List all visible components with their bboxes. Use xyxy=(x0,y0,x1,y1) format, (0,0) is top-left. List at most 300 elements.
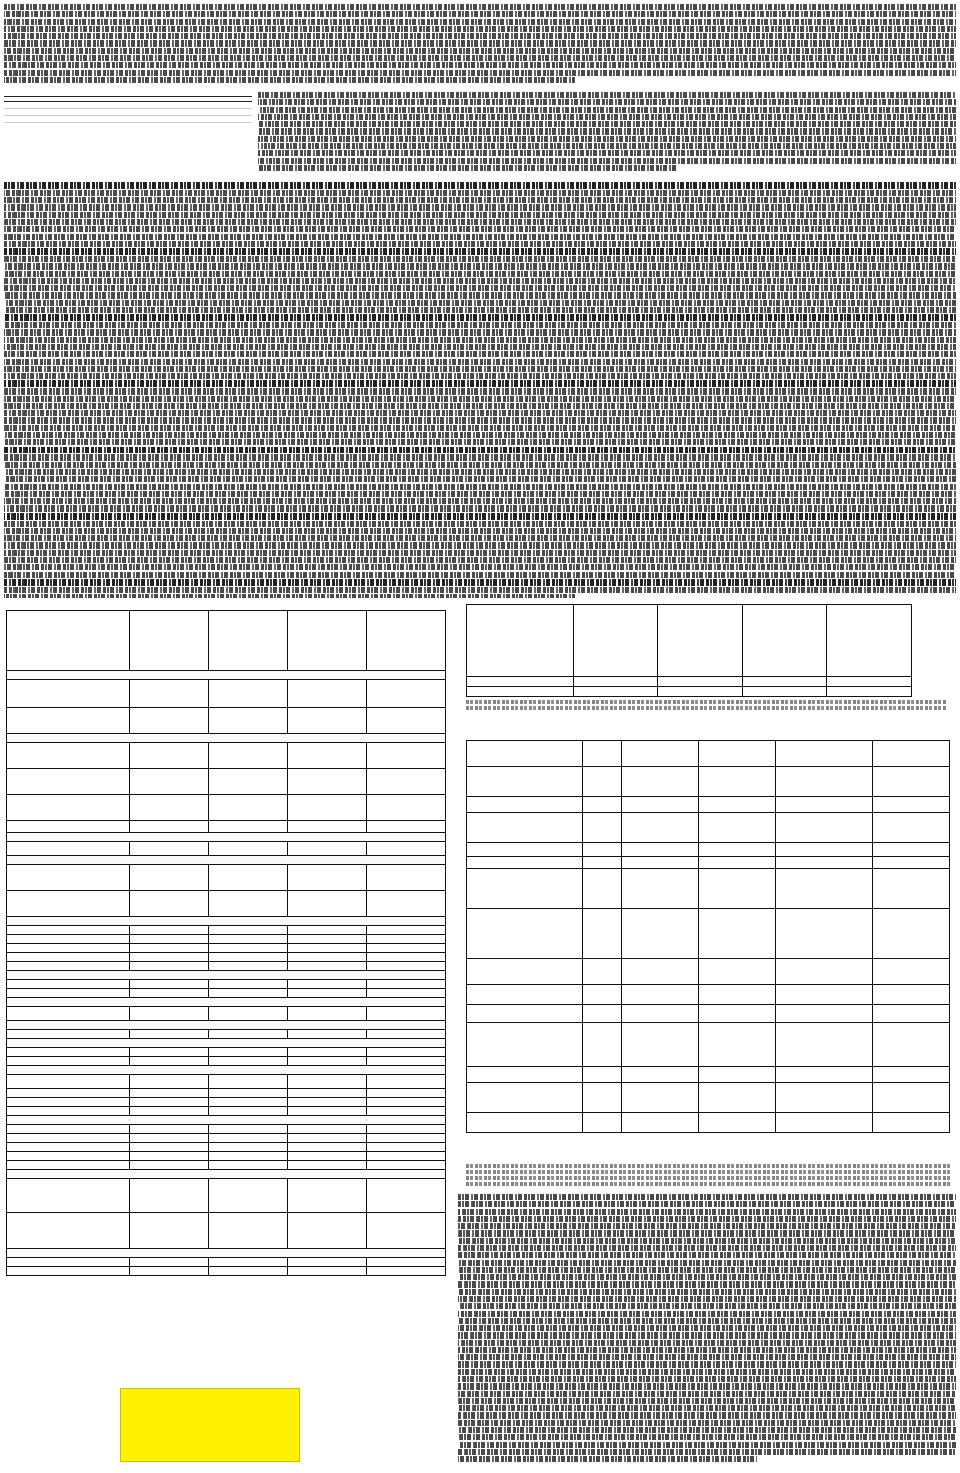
column-header xyxy=(208,611,287,671)
table-cell xyxy=(872,1067,949,1083)
table-row xyxy=(467,985,950,1005)
table-cell xyxy=(208,935,287,944)
reporting-highlight-box xyxy=(120,1388,300,1462)
table-row xyxy=(7,1179,446,1213)
footnote-line xyxy=(466,1176,950,1180)
text-line xyxy=(258,143,956,149)
table-cell xyxy=(287,1134,366,1143)
table-cell xyxy=(698,1005,775,1023)
table-cell xyxy=(7,1258,130,1267)
column-header xyxy=(827,605,912,677)
section-heading-cell xyxy=(7,1116,446,1125)
column-header xyxy=(742,605,827,677)
column-header xyxy=(621,741,698,767)
text-line xyxy=(458,1325,956,1331)
section-row xyxy=(7,1039,446,1048)
section-heading-cell xyxy=(7,1021,446,1030)
text-line xyxy=(4,70,956,76)
table-row xyxy=(7,743,446,769)
table-row xyxy=(7,680,446,708)
text-line xyxy=(458,1347,956,1353)
table-cell xyxy=(621,909,698,959)
column-header xyxy=(776,741,873,767)
text-line xyxy=(4,33,956,39)
text-line xyxy=(458,1230,956,1236)
section-row xyxy=(7,833,446,842)
table-cell xyxy=(872,843,949,857)
table-cell xyxy=(467,985,583,1005)
table-cell xyxy=(698,813,775,843)
table-cell xyxy=(582,1023,621,1067)
table-cell xyxy=(208,953,287,962)
main-body-text xyxy=(4,182,956,598)
table-row xyxy=(4,109,252,116)
text-line xyxy=(458,1449,956,1455)
text-line xyxy=(4,388,956,394)
table-cell xyxy=(621,1083,698,1113)
section-row xyxy=(7,917,446,926)
table-row xyxy=(7,842,446,856)
text-line xyxy=(458,1354,956,1360)
table-cell xyxy=(129,1098,208,1107)
dosage-cell xyxy=(54,116,104,123)
table-cell xyxy=(698,985,775,1005)
section-heading-cell xyxy=(7,1039,446,1048)
table-cell xyxy=(621,1005,698,1023)
intro-paragraph xyxy=(4,4,956,88)
text-line xyxy=(458,1238,956,1244)
table-cell xyxy=(698,869,775,909)
table-cell xyxy=(366,1267,445,1276)
table-cell xyxy=(366,865,445,891)
table-cell xyxy=(7,865,130,891)
table-cell xyxy=(208,1152,287,1161)
table-cell xyxy=(287,1007,366,1021)
table-cell xyxy=(467,767,583,797)
table-cell xyxy=(208,1179,287,1213)
dosage-cell xyxy=(202,102,252,109)
text-line xyxy=(458,1194,956,1200)
table-cell xyxy=(621,857,698,869)
text-line xyxy=(458,1427,956,1433)
table-cell xyxy=(366,935,445,944)
table-cell xyxy=(7,743,130,769)
footnote-line xyxy=(466,706,946,710)
text-line xyxy=(458,1216,956,1222)
text-line xyxy=(4,432,956,438)
table-cell xyxy=(582,843,621,857)
table-cell xyxy=(621,1023,698,1067)
table-footnote-2 xyxy=(466,1164,950,1190)
dosage-cell xyxy=(153,102,203,109)
table-cell xyxy=(129,1134,208,1143)
table-cell xyxy=(208,1213,287,1249)
table-cell xyxy=(467,677,574,687)
text-line xyxy=(258,165,677,171)
text-line xyxy=(458,1420,956,1426)
table-cell xyxy=(776,813,873,843)
table-cell xyxy=(467,843,583,857)
table-cell xyxy=(208,1057,287,1066)
table-cell xyxy=(698,1023,775,1067)
table-cell xyxy=(7,1152,130,1161)
table-cell xyxy=(621,1067,698,1083)
column-header xyxy=(366,611,445,671)
table-cell xyxy=(7,980,130,989)
section-heading-cell xyxy=(7,1249,446,1258)
table-cell xyxy=(208,962,287,971)
table-cell xyxy=(582,909,621,959)
table-cell xyxy=(287,962,366,971)
table-row xyxy=(7,953,446,962)
table-cell xyxy=(7,962,130,971)
table-cell xyxy=(7,1161,130,1170)
table-cell xyxy=(366,891,445,917)
table-cell xyxy=(7,926,130,935)
text-line xyxy=(4,359,956,365)
table-cell xyxy=(776,909,873,959)
text-line xyxy=(4,204,956,210)
text-line xyxy=(4,329,956,335)
table-cell xyxy=(366,1030,445,1039)
table-cell xyxy=(872,1113,949,1133)
table-cell xyxy=(582,959,621,985)
footnote-line xyxy=(466,1182,950,1186)
table-cell xyxy=(621,985,698,1005)
table-cell xyxy=(366,953,445,962)
section-heading-cell xyxy=(7,833,446,842)
table-row xyxy=(7,980,446,989)
table-row xyxy=(7,795,446,821)
table-cell xyxy=(698,857,775,869)
text-line xyxy=(458,1223,956,1229)
table-cell xyxy=(287,891,366,917)
table-cell xyxy=(129,953,208,962)
text-line xyxy=(4,535,956,541)
text-line xyxy=(4,373,956,379)
table-cell xyxy=(467,1023,583,1067)
text-line xyxy=(458,1391,956,1397)
table-cell xyxy=(621,813,698,843)
table-cell xyxy=(129,680,208,708)
table-cell xyxy=(208,680,287,708)
table-cell xyxy=(776,1083,873,1113)
text-line xyxy=(4,351,956,357)
table-cell xyxy=(621,767,698,797)
text-line xyxy=(4,62,956,68)
text-line xyxy=(458,1398,956,1404)
text-line xyxy=(4,476,956,482)
text-line xyxy=(4,182,956,189)
table-row xyxy=(467,813,950,843)
table-row xyxy=(7,1161,446,1170)
text-line xyxy=(4,410,956,416)
table-cell xyxy=(582,985,621,1005)
column-header xyxy=(698,741,775,767)
text-line xyxy=(258,107,956,113)
table-cell xyxy=(366,989,445,998)
table-cell xyxy=(287,1030,366,1039)
table-cell xyxy=(129,1152,208,1161)
table-cell xyxy=(582,797,621,813)
table-cell xyxy=(287,1075,366,1089)
text-line xyxy=(258,128,956,134)
table-cell xyxy=(208,891,287,917)
section-heading-cell xyxy=(7,1170,446,1179)
text-line xyxy=(458,1456,757,1462)
table-cell xyxy=(698,1083,775,1113)
text-line xyxy=(4,564,956,570)
table-cell xyxy=(366,821,445,833)
table-cell xyxy=(7,989,130,998)
table-cell xyxy=(7,1089,130,1098)
text-line xyxy=(4,285,956,291)
text-line xyxy=(4,300,956,306)
text-line xyxy=(4,572,956,578)
text-line xyxy=(4,190,956,196)
table-cell xyxy=(366,1007,445,1021)
table-cell xyxy=(7,1179,130,1213)
section-row xyxy=(7,971,446,980)
table-cell xyxy=(7,1213,130,1249)
table-cell xyxy=(129,795,208,821)
table-cell xyxy=(129,743,208,769)
table-cell xyxy=(129,1075,208,1089)
section-row xyxy=(7,1066,446,1075)
table-cell xyxy=(7,1125,130,1134)
text-line xyxy=(4,248,956,255)
table-cell xyxy=(287,944,366,953)
table-cell xyxy=(7,1075,130,1089)
text-line xyxy=(4,307,956,313)
text-line xyxy=(4,513,956,520)
table-cell xyxy=(208,743,287,769)
table-cell xyxy=(366,944,445,953)
table-cell xyxy=(872,1023,949,1067)
column-header xyxy=(573,605,658,677)
table-cell xyxy=(582,1067,621,1083)
text-line xyxy=(4,491,956,497)
table-cell xyxy=(366,769,445,795)
dosage-cell xyxy=(103,102,153,109)
table-cell xyxy=(776,959,873,985)
table-header-row xyxy=(7,611,446,671)
text-line xyxy=(4,40,956,46)
table-cell xyxy=(366,1134,445,1143)
table-row xyxy=(7,935,446,944)
table-cell xyxy=(658,677,743,687)
table-cell xyxy=(366,1143,445,1152)
text-line xyxy=(4,521,956,527)
table-row xyxy=(467,843,950,857)
table-cell xyxy=(776,797,873,813)
table-cell xyxy=(287,926,366,935)
table-cell xyxy=(287,795,366,821)
column-header xyxy=(287,611,366,671)
table-cell xyxy=(467,813,583,843)
section-row xyxy=(7,1249,446,1258)
table-cell xyxy=(287,1098,366,1107)
column-header xyxy=(7,611,130,671)
text-line xyxy=(258,92,956,98)
text-line xyxy=(4,462,956,468)
text-line xyxy=(4,528,956,534)
table-cell xyxy=(573,677,658,687)
table-cell xyxy=(872,1005,949,1023)
table-cell xyxy=(467,797,583,813)
text-line xyxy=(258,121,956,127)
table-row xyxy=(7,1075,446,1089)
text-line xyxy=(4,366,956,372)
dosage-cell xyxy=(103,109,153,116)
table-cell xyxy=(287,1152,366,1161)
table-row xyxy=(4,116,252,123)
text-line xyxy=(4,263,956,269)
text-line xyxy=(4,314,956,321)
table-cell xyxy=(698,797,775,813)
column-header xyxy=(129,611,208,671)
table-cell xyxy=(7,680,130,708)
table-row xyxy=(7,1048,446,1057)
table-cell xyxy=(366,1161,445,1170)
table-cell xyxy=(287,935,366,944)
section-heading-cell xyxy=(7,971,446,980)
table-cell xyxy=(467,1083,583,1113)
table-row xyxy=(467,1067,950,1083)
table-cell xyxy=(366,1152,445,1161)
table-cell xyxy=(582,813,621,843)
table-cell xyxy=(287,1057,366,1066)
table-cell xyxy=(742,687,827,697)
section-heading-cell xyxy=(7,856,446,865)
table-cell xyxy=(287,1258,366,1267)
table-cell xyxy=(872,813,949,843)
table-row xyxy=(467,909,950,959)
table-cell xyxy=(366,980,445,989)
section-row xyxy=(7,856,446,865)
table-row xyxy=(7,1143,446,1152)
table-cell xyxy=(129,891,208,917)
table-cell xyxy=(129,926,208,935)
table-cell xyxy=(366,1075,445,1089)
footnote-line xyxy=(466,1164,950,1168)
text-line xyxy=(4,278,956,284)
table-cell xyxy=(7,769,130,795)
table-cell xyxy=(827,677,912,687)
text-line xyxy=(4,4,956,10)
text-line xyxy=(4,454,956,460)
table-cell xyxy=(7,1134,130,1143)
text-line xyxy=(4,19,956,25)
text-line xyxy=(4,48,956,54)
table-cell xyxy=(776,1005,873,1023)
text-line xyxy=(4,292,956,298)
table-cell xyxy=(7,1267,130,1276)
text-line xyxy=(4,579,956,586)
table-row xyxy=(7,1213,446,1249)
table-cell xyxy=(287,821,366,833)
text-line xyxy=(258,114,956,120)
table-cell xyxy=(208,1048,287,1057)
table-cell xyxy=(698,767,775,797)
text-line xyxy=(4,447,956,454)
table-row xyxy=(7,1134,446,1143)
table-header-row xyxy=(467,741,950,767)
table-cell xyxy=(7,1143,130,1152)
text-line xyxy=(4,505,956,511)
table-cell xyxy=(582,857,621,869)
table-cell xyxy=(776,767,873,797)
dosage-side-paragraph xyxy=(258,92,956,174)
text-line xyxy=(4,11,956,17)
table-cell xyxy=(467,857,583,869)
text-line xyxy=(4,241,956,247)
text-line xyxy=(458,1260,956,1266)
section-row xyxy=(7,734,446,743)
frequency-table xyxy=(466,740,950,1133)
table-cell xyxy=(287,953,366,962)
table-row xyxy=(7,1007,446,1021)
table-row xyxy=(7,1098,446,1107)
table-row xyxy=(467,677,912,687)
table-cell xyxy=(582,869,621,909)
table-cell xyxy=(366,1048,445,1057)
table-row xyxy=(7,708,446,734)
table-cell xyxy=(467,687,574,697)
table-row xyxy=(467,797,950,813)
table-cell xyxy=(287,1213,366,1249)
text-line xyxy=(458,1281,956,1287)
section-heading-cell xyxy=(7,917,446,926)
table-cell xyxy=(7,708,130,734)
table-cell xyxy=(287,1048,366,1057)
table-cell xyxy=(621,959,698,985)
text-line xyxy=(4,271,956,277)
text-line xyxy=(4,256,956,262)
text-line xyxy=(258,158,956,164)
table-cell xyxy=(7,1098,130,1107)
table-cell xyxy=(208,980,287,989)
table-cell xyxy=(208,926,287,935)
text-line xyxy=(4,226,956,232)
table-cell xyxy=(621,1113,698,1133)
footnote-line xyxy=(466,700,946,704)
table-cell xyxy=(366,1179,445,1213)
column-header xyxy=(467,741,583,767)
table-row xyxy=(467,1113,950,1133)
table-row xyxy=(7,1107,446,1116)
table-cell xyxy=(208,795,287,821)
section-heading-cell xyxy=(7,734,446,743)
adverse-reactions-table xyxy=(6,610,446,1276)
table-cell xyxy=(287,743,366,769)
table-cell xyxy=(287,1267,366,1276)
table-cell xyxy=(742,677,827,687)
table-cell xyxy=(582,1083,621,1113)
table-cell xyxy=(129,1179,208,1213)
table-cell xyxy=(129,821,208,833)
dosage-cell xyxy=(153,109,203,116)
column-header xyxy=(582,741,621,767)
text-line xyxy=(458,1442,956,1448)
table-cell xyxy=(129,1161,208,1170)
table-cell xyxy=(366,1098,445,1107)
table-cell xyxy=(208,1143,287,1152)
table-cell xyxy=(287,1125,366,1134)
dosage-cell xyxy=(4,116,54,123)
table-row xyxy=(7,926,446,935)
table-footnote xyxy=(466,700,946,718)
